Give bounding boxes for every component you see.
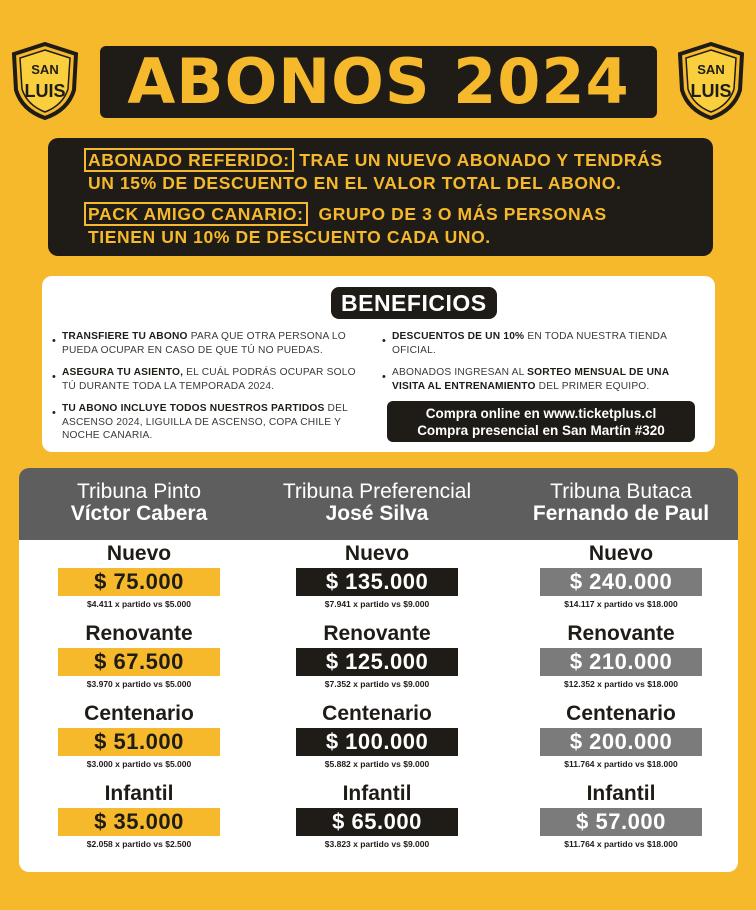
benefit-item: • TRANSFIERE TU ABONO PARA QUE OTRA PERSONA LO PUEDA OCUPAR EN CASO DE QUE TÚ NO PUEDAS. — [52, 330, 372, 357]
price-tag: $ 75.000 — [58, 568, 220, 596]
stand-person: José Silva — [325, 502, 429, 525]
club-logo-left — [10, 42, 80, 120]
benefits-title: BENEFICIOS — [331, 287, 497, 319]
benefit-item: • DESCUENTOS DE UN 10% EN TODA NUESTRA TIENDA OFICIAL. — [382, 330, 702, 357]
tier-infantil: Infantil $ 57.000 $11.764 x partido vs $18.000 — [501, 782, 738, 850]
tier-renovante: Renovante $ 125.000 $7.352 x partido vs $9.000 — [257, 622, 497, 690]
benefits-box — [42, 276, 715, 452]
club-logo-right — [676, 42, 746, 120]
referido-label: ABONADO REFERIDO: — [84, 148, 294, 172]
stand-person: Víctor Cabera — [70, 502, 208, 525]
price-tag: $ 125.000 — [296, 648, 458, 676]
benefits-left-column — [52, 330, 372, 452]
price-tag: $ 240.000 — [540, 568, 702, 596]
header — [0, 38, 756, 126]
pack-text-1: GRUPO DE 3 O MÁS PERSONAS — [307, 204, 607, 224]
price-tag: $ 65.000 — [296, 808, 458, 836]
tier-infantil: Infantil $ 35.000 $2.058 x partido vs $2.500 — [19, 782, 259, 850]
price-tag: $ 35.000 — [58, 808, 220, 836]
price-tag: $ 67.500 — [58, 648, 220, 676]
promo-pack-line-1 — [88, 203, 713, 226]
buy-online-text[interactable]: Compra online en www.ticketplus.cl — [425, 406, 657, 421]
logo-text-bottom: LUIS — [690, 81, 732, 101]
benefits-right-column — [382, 330, 702, 402]
tier-nuevo: Nuevo $ 240.000 $14.117 x partido vs $18.000 — [501, 542, 738, 610]
tier-nuevo: Nuevo $ 75.000 $4.411 x partido vs $5.000 — [19, 542, 259, 610]
tier-nuevo: Nuevo $ 135.000 $7.941 x partido vs $9.000 — [257, 542, 497, 610]
logo-text-bottom: LUIS — [24, 81, 66, 101]
tier-renovante: Renovante $ 67.500 $3.970 x partido vs $5.000 — [19, 622, 259, 690]
stand-name: Tribuna Pinto — [76, 480, 202, 503]
stand-name: Tribuna Preferencial — [282, 480, 472, 503]
referido-text-1: TRAE UN NUEVO ABONADO Y TENDRÁS — [293, 150, 663, 170]
stand-column-butaca — [501, 468, 738, 849]
stand-column-preferencial — [257, 468, 497, 849]
benefit-item: • ABONADOS INGRESAN AL SORTEO MENSUAL DE UNA VISITA AL ENTRENAMIENTO DEL PRIMER EQUIPO. — [382, 366, 702, 393]
pack-label: PACK AMIGO CANARIO: — [84, 202, 308, 226]
shield-icon — [676, 42, 746, 120]
price-tag: $ 210.000 — [540, 648, 702, 676]
referido-text-2: UN 15% DE DESCUENTO EN EL VALOR TOTAL DEL ABONO. — [88, 173, 622, 193]
purchase-info-box — [387, 401, 695, 442]
shield-icon — [10, 42, 80, 120]
benefit-item: • TU ABONO INCLUYE TODOS NUESTROS PARTIDOS DEL ASCENSO 2024, LIGUILLA DE ASCENSO, COPA CHILE Y NOCHE CANARIA. — [52, 402, 372, 443]
price-tag: $ 135.000 — [296, 568, 458, 596]
pack-text-2: TIENEN UN 10% DE DESCUENTO CADA UNO. — [88, 227, 491, 247]
promo-referido-line-1 — [88, 149, 713, 172]
price-tag: $ 100.000 — [296, 728, 458, 756]
tier-centenario: Centenario $ 100.000 $5.882 x partido vs $9.000 — [257, 702, 497, 770]
logo-text-top: SAN — [31, 62, 59, 77]
prices-panel — [19, 468, 738, 872]
benefit-item: • ASEGURA TU ASIENTO, EL CUÁL PODRÁS OCUPAR SOLO TÚ DURANTE TODA LA TEMPORADA 2024. — [52, 366, 372, 393]
tier-centenario: Centenario $ 200.000 $11.764 x partido vs $18.000 — [501, 702, 738, 770]
tier-centenario: Centenario $ 51.000 $3.000 x partido vs $5.000 — [19, 702, 259, 770]
price-tag: $ 51.000 — [58, 728, 220, 756]
promo-box — [48, 138, 713, 256]
buy-presencial-text: Compra presencial en San Martín #320 — [417, 423, 665, 438]
stand-name: Tribuna Butaca — [550, 480, 692, 503]
stand-person: Fernando de Paul — [532, 502, 710, 525]
title-banner — [100, 46, 657, 118]
tier-infantil: Infantil $ 65.000 $3.823 x partido vs $9.000 — [257, 782, 497, 850]
price-tag: $ 57.000 — [540, 808, 702, 836]
page-title: ABONOS 2024 — [127, 45, 630, 118]
tier-renovante: Renovante $ 210.000 $12.352 x partido vs $18.000 — [501, 622, 738, 690]
logo-text-top: SAN — [697, 62, 725, 77]
price-tag: $ 200.000 — [540, 728, 702, 756]
stand-column-pinto — [19, 468, 259, 849]
